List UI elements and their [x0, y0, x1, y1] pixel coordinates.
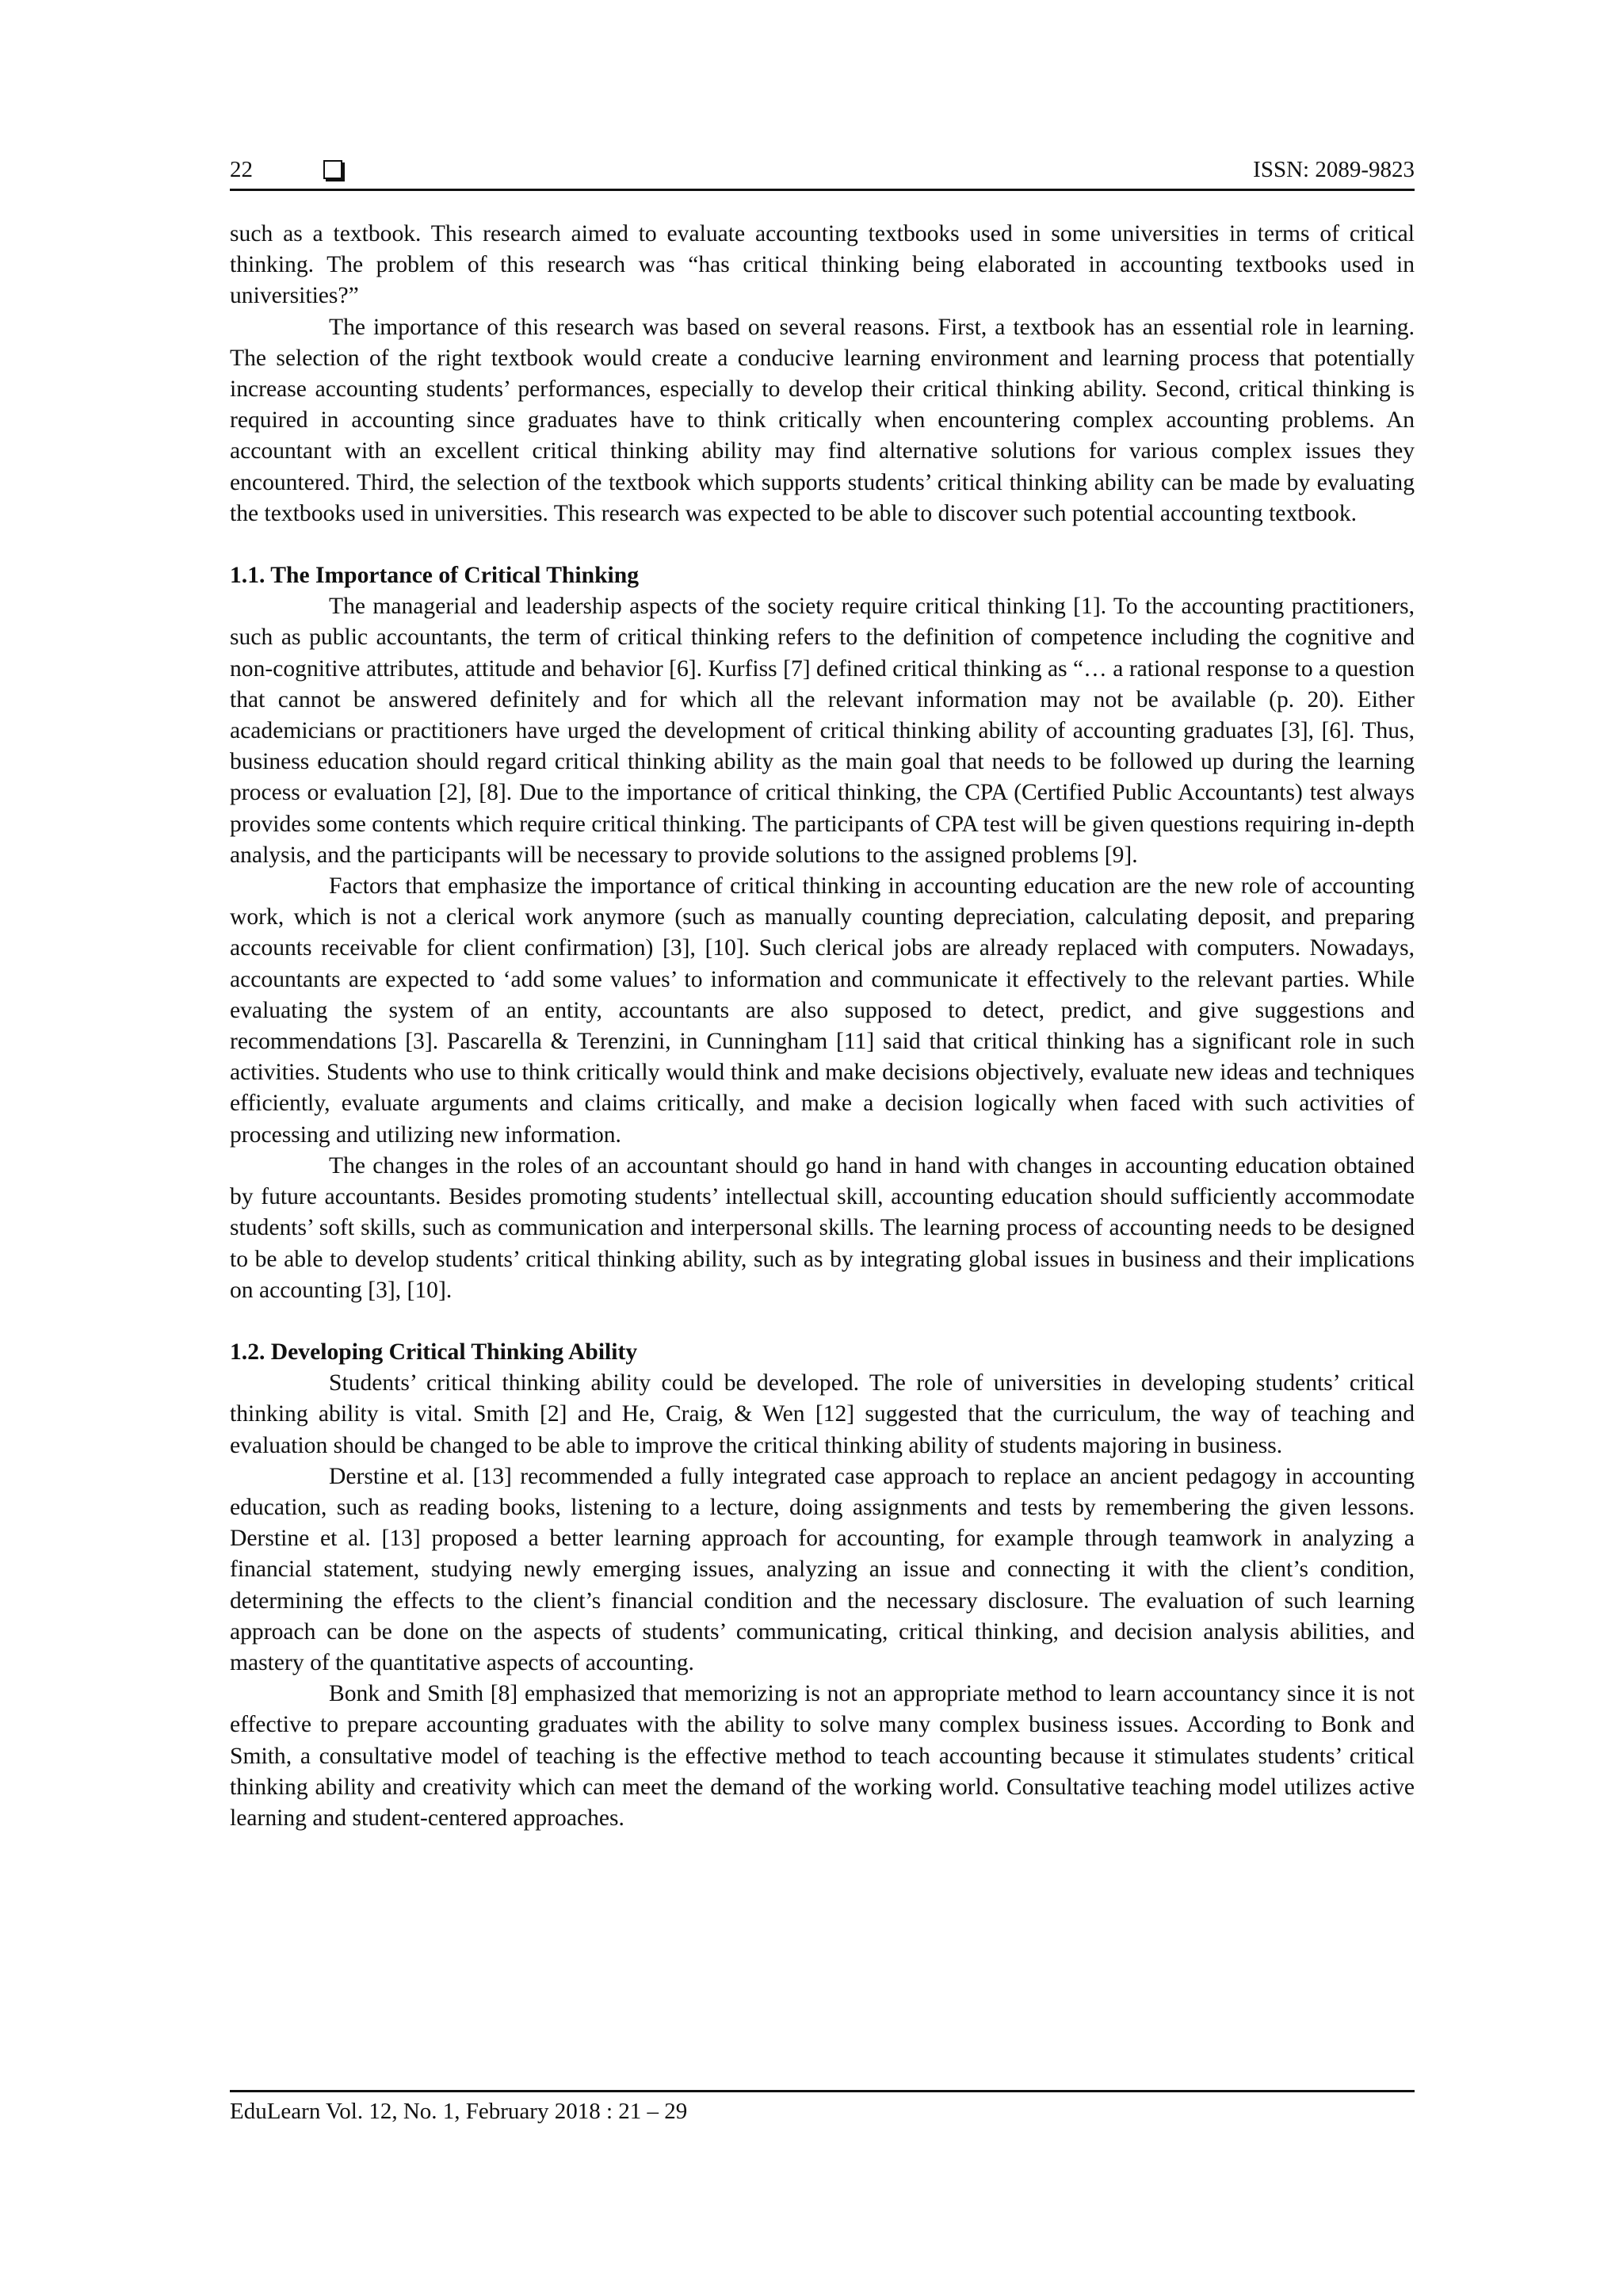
- section-heading-1-2: 1.2. Developing Critical Thinking Ability: [230, 1339, 638, 1365]
- checkbox-square-icon: [323, 160, 342, 179]
- paragraph-1-2-c: Bonk and Smith [8] emphasized that memorizing is not an appropriate method to learn accountancy since it is not effective to prepare accounting graduates with the ability to solve many complex business issues. According to Bonk and Smith, a consultative model of teaching is the effective method to teach accounting because it stimulates students’ critical thinking ability and creativity which can meet the demand of the working world. Consultative teaching model utilizes active learning and student-centered approaches.: [230, 1681, 1415, 1831]
- paper-page: [230, 0, 1415, 2296]
- page-footer: [230, 2090, 1415, 2127]
- paragraph-1-1-b: Factors that emphasize the importance of critical thinking in accounting education are the new role of accounting work, which is not a clerical work anymore (such as manually counting depreciation, calculating deposit, and preparing accounts receivable for client confirmation) [3], [10]. Such clerical jobs are already replaced with computers. Nowadays, accountants are expected to ‘add some values’ to information and communicate it effectively to the relevant parties. While evaluating the system of an entity, accountants are also supposed to detect, predict, and give suggestions and recommendations [3]. Pascarella & Terenzini, in Cunningham [11] said that critical thinking has a significant role in such activities. Students who use to think critically would think and make decisions objectively, evaluate new ideas and techniques efficiently, evaluate arguments and claims critically, and make a decision logically when faced with such activities of processing and utilizing new information.: [230, 873, 1415, 1148]
- paragraph-1-2-b: Derstine et al. [13] recommended a fully integrated case approach to replace an ancient pedagogy in accounting education, such as reading books, listening to a lecture, doing assignments and tests by remembering the given lessons. Derstine et al. [13] proposed a better learning approach for accounting, for example through teamwork in analyzing a financial statement, studying newly emerging issues, analyzing an issue and connecting it with the client’s condition, determining the effects to the client’s financial condition and the necessary disclosure. The evaluation of such learning approach can be done on the aspects of students’ communicating, critical thinking, and decision analysis abilities, and mastery of the quantitative aspects of accounting.: [230, 1463, 1415, 1675]
- page-body: [230, 219, 1415, 1834]
- paragraph-intro-1: such as a textbook. This research aimed to evaluate accounting textbooks used in some universities in terms of critical thinking. The problem of this research was “has critical thinking being elaborated in accounting textbooks used in universities?”: [230, 221, 1415, 309]
- page-number: 22: [230, 157, 253, 182]
- paragraph-1-1-c: The changes in the roles of an accountant should go hand in hand with changes in accounting education obtained by future accountants. Besides promoting students’ intellectual skill, accounting education should sufficiently accommodate students’ soft skills, such as communication and interpersonal skills. The learning process of accounting needs to be designed to be able to develop students’ critical thinking ability, such as by integrating global issues in business and their implications on accounting [3], [10].: [230, 1152, 1415, 1303]
- page-header: [230, 151, 1415, 191]
- paragraph-1-2-a: Students’ critical thinking ability could be developed. The role of universities in developing students’ critical thinking ability is vital. Smith [2] and He, Craig, & Wen [12] suggested that the curriculum, the way of teaching and evaluation should be changed to be able to improve the critical thinking ability of students majoring in business.: [230, 1370, 1415, 1458]
- issn-label: ISSN: 2089-9823: [1253, 157, 1415, 182]
- journal-citation: EduLearn Vol. 12, No. 1, February 2018 : 21 – 29: [230, 2099, 688, 2124]
- paragraph-intro-2: The importance of this research was based on several reasons. First, a textbook has an essential role in learning. The selection of the right textbook would create a conducive learning environment and learning process that potentially increase accounting students’ performances, especially to develop their critical thinking ability. Second, critical thinking is required in accounting since graduates have to think critically when encountering complex accounting problems. An accountant with an excellent critical thinking ability may find alternative solutions for various complex issues they encountered. Third, the selection of the textbook which supports students’ critical thinking ability can be made by evaluating the textbooks used in universities. This research was expected to be able to discover such potential accounting textbook.: [230, 314, 1415, 526]
- paragraph-1-1-a: The managerial and leadership aspects of the society require critical thinking [1]. To the accounting practitioners, such as public accountants, the term of critical thinking refers to the definition of competence including the cognitive and non-cognitive attributes, attitude and behavior [6]. Kurfiss [7] defined critical thinking as “… a rational response to a question that cannot be answered definitely and for which all the relevant information may not be available (p. 20). Either academicians or practitioners have urged the development of critical thinking ability of accounting graduates [3], [6]. Thus, business education should regard critical thinking ability as the main goal that needs to be followed up during the learning process or evaluation [2], [8]. Due to the importance of critical thinking, the CPA (Certified Public Accountants) test always provides some contents which require critical thinking. The participants of CPA test will be given questions requiring in-depth analysis, and the participants will be necessary to provide solutions to the assigned problems [9].: [230, 594, 1415, 868]
- section-heading-1-1: 1.1. The Importance of Critical Thinking: [230, 563, 640, 589]
